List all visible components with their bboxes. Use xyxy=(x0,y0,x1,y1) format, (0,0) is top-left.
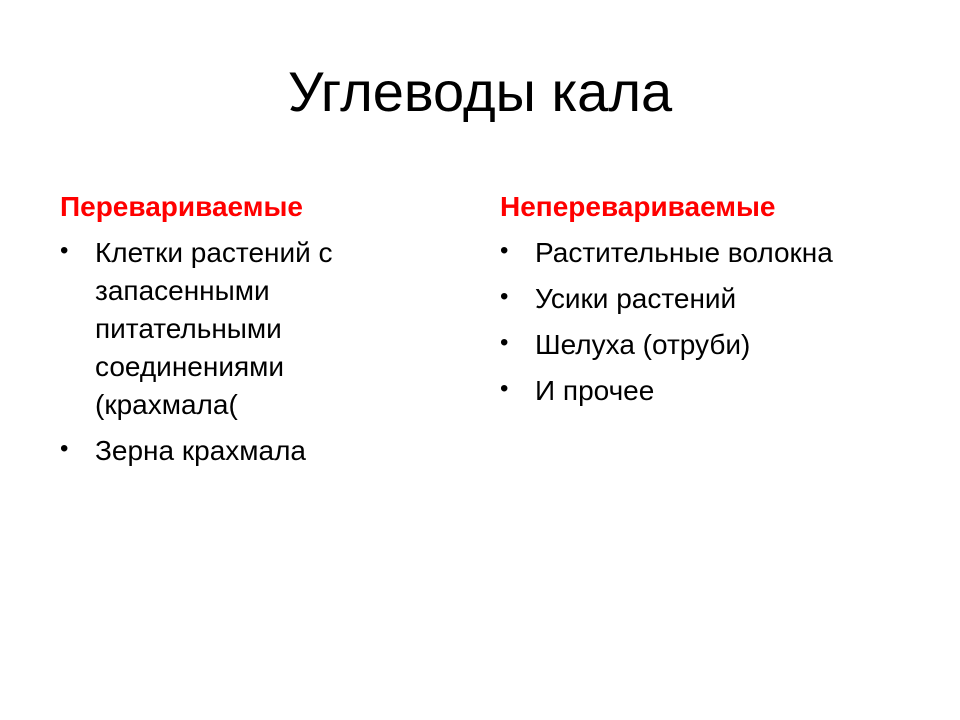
right-column-heading: Неперевариваемые xyxy=(500,191,776,222)
list-item-text: Усики растений xyxy=(535,283,737,314)
right-bullet-list xyxy=(500,234,920,410)
left-column xyxy=(60,190,460,478)
list-item xyxy=(500,372,920,410)
list-item-text: Растительные волокна xyxy=(535,237,833,268)
list-item xyxy=(500,326,920,364)
list-item xyxy=(500,234,920,272)
bullet-icon: • xyxy=(60,237,69,264)
right-column xyxy=(500,190,920,418)
list-item-text: И прочее xyxy=(535,375,655,406)
list-item xyxy=(500,280,920,318)
slide-title: Углеводы кала xyxy=(287,60,673,123)
bullet-icon: • xyxy=(60,435,69,462)
bullet-icon: • xyxy=(500,375,509,402)
bullet-icon: • xyxy=(500,283,509,310)
left-bullet-list xyxy=(60,234,460,470)
list-item-text: Клетки растений с запасенными питательными соединениями (крахмала( xyxy=(95,237,333,420)
list-item xyxy=(60,234,395,424)
list-item-text: Зерна крахмала xyxy=(95,435,306,466)
list-item xyxy=(60,432,460,470)
left-column-heading: Перевариваемые xyxy=(60,191,303,222)
bullet-icon: • xyxy=(500,237,509,264)
list-item-text: Шелуха (отруби) xyxy=(535,329,751,360)
bullet-icon: • xyxy=(500,329,509,356)
